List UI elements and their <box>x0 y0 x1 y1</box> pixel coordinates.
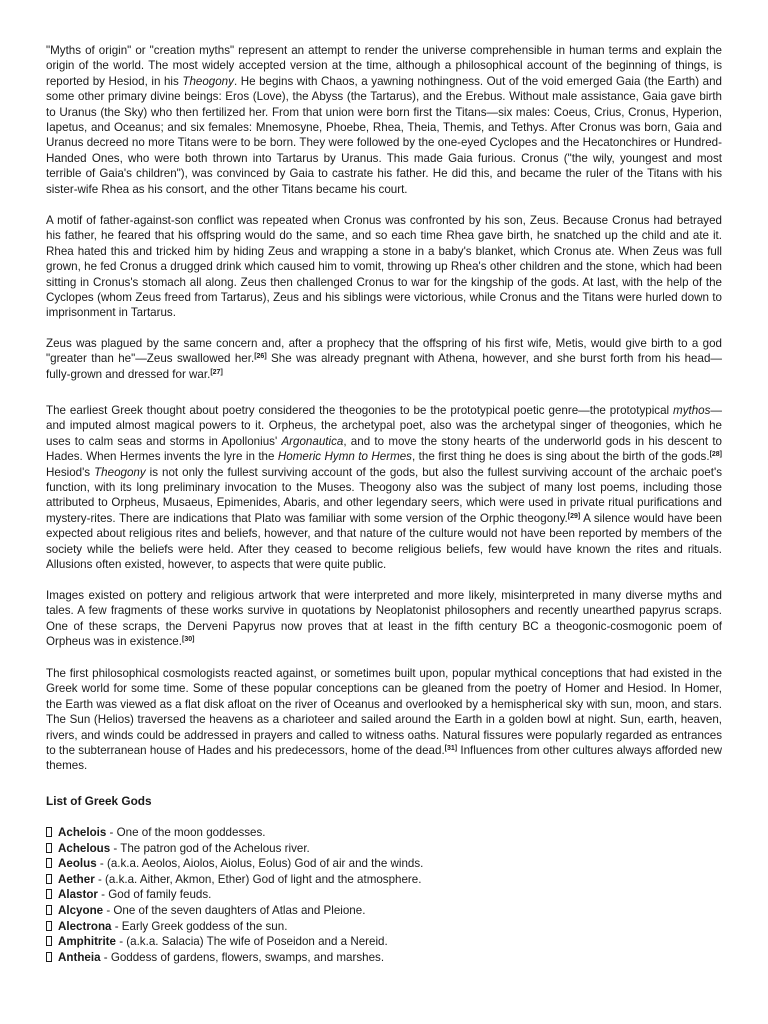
bullet-box-icon <box>46 905 52 915</box>
text-run: She was already pregnant with Athena, however, and she burst forth from his head—fully-grown and dressed for war. <box>46 352 722 381</box>
god-description: - One of the seven daughters of Atlas and Pleione. <box>103 903 366 917</box>
god-description: - The patron god of the Achelous river. <box>110 841 310 855</box>
paragraph-zeus-metis <box>46 336 722 382</box>
paragraph-images-pottery <box>46 588 722 650</box>
italic-title: Homeric Hymn to Hermes <box>277 450 412 464</box>
paragraph-cosmologists <box>46 666 722 774</box>
bullet-box-icon <box>46 827 52 837</box>
list-item <box>46 934 722 950</box>
god-description: - Goddess of gardens, flowers, swamps, and marshes. <box>100 950 385 964</box>
paragraph-theogonies-poetry <box>46 403 722 572</box>
list-item <box>46 903 722 919</box>
list-item <box>46 841 722 857</box>
text-run: A silence would have been expected about religious rites and beliefs, however, and that nature of the culture would not have been reported by members of the society while the beliefs were held. After they ceased to become religious beliefs, few would have known the rites and rituals. Allusions often existed, however, to aspects that were quite public. <box>46 511 722 572</box>
list-item <box>46 872 722 888</box>
text-run: A motif of father-against-son conflict was repeated when Cronus was confronted by his son, Zeus. Because Cronus had betrayed his father, he feared that his offspring would do the same, and so each time Rhea gave birth, he snatched up the child and ate it. Rhea hated this and tricked him by hiding Zeus and wrapping a stone in a baby's blanket, which Cronus ate. When Zeus was full grown, he fed Cronus a drugged drink which caused him to vomit, throwing up Rhea's other children and the stone, which had been sitting in Cronus's stomach all along. Zeus then challenged Cronus to war for the kingship of the gods. At last, with the help of the Cyclopes (whom Zeus freed from Tartarus), Zeus and his siblings were victorious, while Cronus and the Titans were hurled down to imprisonment in Tartarus. <box>46 214 722 320</box>
citation-ref: [27] <box>210 368 223 376</box>
italic-title: mythos <box>673 404 711 417</box>
list-item <box>46 919 722 935</box>
bullet-box-icon <box>46 843 52 853</box>
text-run: Hesiod's <box>46 465 95 479</box>
god-name: Alectrona <box>58 919 112 933</box>
text-run: "Myths of origin" or "creation myths" represent an attempt to render the universe comprehensible in human terms and explain the origin of the world. The most widely accepted version at the time, although a philosophical account of the beginning of things, is reported by Hesiod, in his <box>46 44 722 88</box>
god-name: Alastor <box>58 888 98 902</box>
god-name: Antheia <box>58 950 101 964</box>
bullet-box-icon <box>46 874 52 884</box>
list-item <box>46 825 722 841</box>
citation-ref: [30] <box>181 636 195 644</box>
bullet-box-icon <box>46 936 52 946</box>
text-run: The earliest Greek thought about poetry considered the theogonies to be the prototypical poetic genre—the prototypical <box>46 404 674 417</box>
text-run: , the first thing he does is sing about the birth of the gods. <box>411 450 710 464</box>
citation-ref: [31] <box>444 745 458 753</box>
god-description: - Early Greek goddess of the sun. <box>111 919 288 933</box>
god-description: - (a.k.a. Salacia) The wife of Poseidon and a Nereid. <box>115 935 388 949</box>
gods-list <box>46 825 722 965</box>
text-run: , and to move the stony hearts of the underworld gods in his descent to Hades. When Hermes invents the lyre in the <box>46 434 722 464</box>
italic-title: Theogony <box>182 74 234 88</box>
bullet-box-icon <box>46 889 52 899</box>
god-name: Achelois <box>58 826 107 839</box>
text-run: Zeus was plagued by the same concern and, after a prophecy that the offspring of his first wife, Metis, would give birth to a god "greater than he"—Zeus swallowed her. <box>46 337 722 366</box>
list-item <box>46 856 722 872</box>
god-name: Achelous <box>58 841 111 855</box>
god-description: - (a.k.a. Aeolos, Aiolos, Aiolus, Eolus) God of air and the winds. <box>96 857 424 871</box>
text-run: —and imputed almost magical powers to it. Orpheus, the archetypal poet, also was the archetypal singer of theogonies, which he uses to calm seas and storms in Apollonius' <box>46 404 722 448</box>
god-description: - God of family feuds. <box>97 888 212 902</box>
god-name: Aeolus <box>58 857 97 871</box>
citation-ref: [29] <box>567 512 581 520</box>
italic-title: Argonautica <box>281 434 344 448</box>
text-run: . He begins with Chaos, a yawning nothingness. Out of the void emerged Gaia (the Earth) and some other primary divine beings: Eros (Love), the Abyss (the Tartarus), and the Erebus. Without male assistance, Gaia gave birth to Uranus (the Sky) who then fertilized her. From that union were born first the Titans—six males: Coeus, Crius, Cronus, Hyperion, Iapetus, and Oceanus; and six females: Mnemosyne, Phoebe, Rhea, Theia, Themis, and Tethys. After Cronus was born, Gaia and Uranus decreed no more Titans were to be born. They were followed by the one-eyed Cyclopes and the Hecatonchires or Hundred-Handed Ones, who were both thrown into Tartarus by Uranus. This made Gaia furious. Cronus ("the wily, youngest and most terrible of Gaia's children"), was convinced by Gaia to castrate his father. He did this, and became the ruler of the Titans with his sister-wife Rhea as his consort, and the other Titans became his court. <box>46 74 722 196</box>
citation-ref: [26] <box>254 353 267 361</box>
bullet-box-icon <box>46 858 52 868</box>
god-name: Alcyone <box>58 903 104 917</box>
paragraph-creation-myths <box>46 43 722 197</box>
text-run: is not only the fullest surviving account of the gods, but also the fullest surviving account of the archaic poet's function, with its long preliminary invocation to the Muses. Theogony also was the subject of many lost poems, including those attributed to Orpheus, Musaeus, Epimenides, Abaris, and other legendary seers, which were used in private ritual purifications and mystery-rites. There are indications that Plato was familiar with some version of the Orphic theogony. <box>46 465 722 525</box>
italic-title: Theogony <box>94 465 146 479</box>
god-name: Aether <box>58 872 95 886</box>
list-item <box>46 950 722 966</box>
text-run: Images existed on pottery and religious artwork that were interpreted and more likely, misinterpreted in many diverse myths and tales. A few fragments of these works survive in quotations by Neoplatonist philosophers and recently unearthed papyrus scraps. One of these scraps, the Derveni Papyrus now proves that at least in the fifth century BC a theogonic-cosmogonic poem of Orpheus was in existence. <box>46 589 722 649</box>
list-item <box>46 887 722 903</box>
god-description: - (a.k.a. Aither, Akmon, Ether) God of light and the atmosphere. <box>94 872 422 886</box>
god-description: - One of the moon goddesses. <box>106 826 266 839</box>
paragraph-father-son-conflict <box>46 213 722 321</box>
bullet-box-icon <box>46 952 52 962</box>
list-heading: List of Greek Gods <box>46 794 152 808</box>
citation-ref: [28] <box>709 451 723 459</box>
text-run: The first philosophical cosmologists reacted against, or sometimes built upon, popular mythical conceptions that had existed in the Greek world for some time. Some of these popular conceptions can be gleaned from the poetry of Homer and Hesiod. In Homer, the Earth was viewed as a flat disk afloat on the river of Oceanus and overlooked by a hemispherical sky with sun, moon, and stars. The Sun (Helios) traversed the heavens as a charioteer and sailed around the Earth in a golden bowl at night. Sun, earth, heaven, rivers, and winds could be addressed in prayers and called to witness oaths. Natural fissures were popularly regarded as entrances to the subterranean house of Hades and his predecessors, home of the dead. <box>46 667 722 758</box>
text-run: Influences from other cultures always afforded new themes. <box>46 744 722 773</box>
god-name: Amphitrite <box>58 935 116 949</box>
bullet-box-icon <box>46 921 52 931</box>
